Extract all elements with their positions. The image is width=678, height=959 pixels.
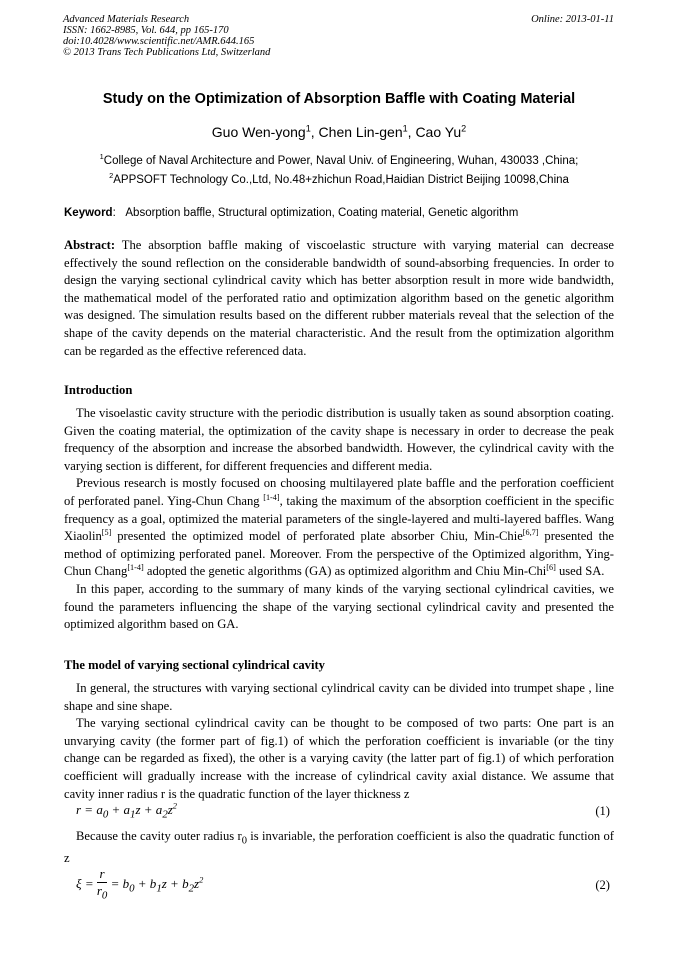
copyright: © 2013 Trans Tech Publications Ltd, Switzerland	[63, 47, 271, 58]
intro-paragraph-3: In this paper, according to the summary of many kinds of the varying sectional cylindrical cavities, we found the parameters influencing the shape of the varying sectional cylindrical cavity and presented the optimized algorithm based on GA.	[64, 581, 614, 632]
citation: [5]	[101, 527, 112, 537]
journal-name: Advanced Materials Research	[63, 14, 190, 25]
keywords-text: Absorption baffle, Structural optimization, Coating material, Genetic algorithm	[125, 207, 519, 219]
text-run: Because the cavity outer radius r	[76, 829, 242, 843]
model-section	[64, 680, 614, 803]
author-name: , Chen Lin-gen	[310, 124, 403, 140]
equation-2-number: (2)	[595, 878, 610, 892]
text-run: presented the method of optimizing perforated panel. Moreover. From the perspective of the Optimized algorithm, Ying-Chun Chang	[64, 529, 614, 579]
affiliation-1	[0, 152, 678, 167]
author-sup: 1	[305, 123, 311, 134]
keywords-label: Keyword	[64, 207, 113, 219]
author-list	[0, 124, 678, 140]
model-heading: The model of varying sectional cylindrical cavity	[64, 658, 325, 672]
intro-heading: Introduction	[64, 383, 133, 397]
citation: [1-4]	[263, 492, 280, 502]
text-run: , taking the maximum of the absorption coefficient in the specific frequency as a goal, optimized the material parameters of the single-layered and multi-layered baffles. Wang Xiaolin	[64, 493, 614, 544]
citation: [1-4]	[127, 563, 144, 573]
model-paragraph-3	[64, 828, 614, 868]
abstract	[64, 237, 614, 360]
issn: ISSN: 1662-8985, Vol. 644, pp 165-170	[63, 25, 229, 36]
intro-section	[64, 405, 614, 634]
keywords	[64, 207, 624, 219]
citation: [6]	[546, 563, 556, 573]
text-run: is invariable, the perforation coefficient is also the quadratic function of z	[64, 829, 615, 866]
text-run: presented the optimized model of perforated plate absorber Chiu, Min-Chie	[111, 529, 523, 544]
equation-2: ξ = $\frac{r}{r_0}$ = $b_0 + b_1z + b_2z^2$	[76, 866, 204, 902]
aff-sup: 2	[109, 171, 114, 181]
journal-header	[63, 14, 270, 58]
doi: doi:10.4028/www.scientific.net/AMR.644.165	[63, 36, 255, 47]
intro-paragraph-2	[64, 475, 614, 581]
text-run: adopted the genetic algorithms (GA) as optimized algorithm and Chiu Min-Chi	[143, 564, 547, 579]
abstract-text: The absorption baffle making of viscoelastic structure with varying material can decrease effectively the sound reflection on the considerable bandwidth of sound-absorbing frequencies. In order to design the varying sectional cylindrical cavity which has better absorption result in more wide bandwidth, the mathematical model of the perforated ratio and optimization algorithm based on the genetic algorithm was designed. The simulation results based on the different rubber materials reveal that the selection of the shape of the cavity depends on the material characteristic. And the result from the optimization algorithm can be regarded as the effective referenced data.	[64, 238, 614, 358]
citation: [6,7]	[522, 527, 539, 537]
subscript: 0	[241, 835, 247, 847]
intro-paragraph-1: The visoelastic cavity structure with the periodic distribution is usually taken as sound absorption coating. Given the coating material, the optimization of the cavity shape is necessary in order to decrease the peak frequency of the absorption and increase the absorbed bandwidth. However, the cylindrical cavity with the varying section is different, for different frequencies and different media.	[64, 406, 614, 473]
author-name: Guo Wen-yong	[211, 124, 306, 140]
model-paragraph-2: The varying sectional cylindrical cavity can be thought to be composed of two parts: One part is an unvarying cavity (the former part of fig.1) of which the perforation coefficient is invariable (or the tiny change can be regarded as fixed), the other is a varying cavity (the latter part of fig.1) of which perforation coefficient will gradually increase with the increase of cylindrical cavity axial distance. We assume that cavity inner radius r is the quadratic function of the layer thickness z	[64, 716, 614, 801]
author-sup: 1	[402, 123, 408, 134]
text-run: used SA.	[555, 564, 605, 579]
author-sup: 2	[461, 123, 467, 134]
text-run: Previous research is mostly focused on choosing multilayered plate baffle and the perforation coefficient of perforated panel. Ying-Chun Chang	[64, 476, 614, 508]
aff-text: College of Naval Architecture and Power, Naval Univ. of Engineering, Wuhan, 430033 ,China;	[103, 155, 579, 167]
equation-1: $r = a_0 + a_1z + a_2z^2$	[76, 800, 178, 821]
equation-1-number: (1)	[595, 804, 610, 818]
aff-sup: 1	[99, 152, 104, 162]
author-name: , Cao Yu	[407, 124, 462, 140]
online-date: Online: 2013-01-11	[531, 14, 614, 25]
abstract-label: Abstract:	[64, 238, 116, 252]
paper-title: Study on the Optimization of Absorption Baffle with Coating Material	[102, 91, 576, 107]
aff-text: APPSOFT Technology Co.,Ltd, No.48+zhichun Road,Haidian District Beijing 10098,China	[113, 174, 569, 186]
keywords-colon: :	[112, 207, 116, 219]
model-paragraph-1: In general, the structures with varying sectional cylindrical cavity can be divided into trumpet shape , line shape and sine shape.	[64, 681, 614, 713]
affiliation-2	[0, 171, 678, 186]
